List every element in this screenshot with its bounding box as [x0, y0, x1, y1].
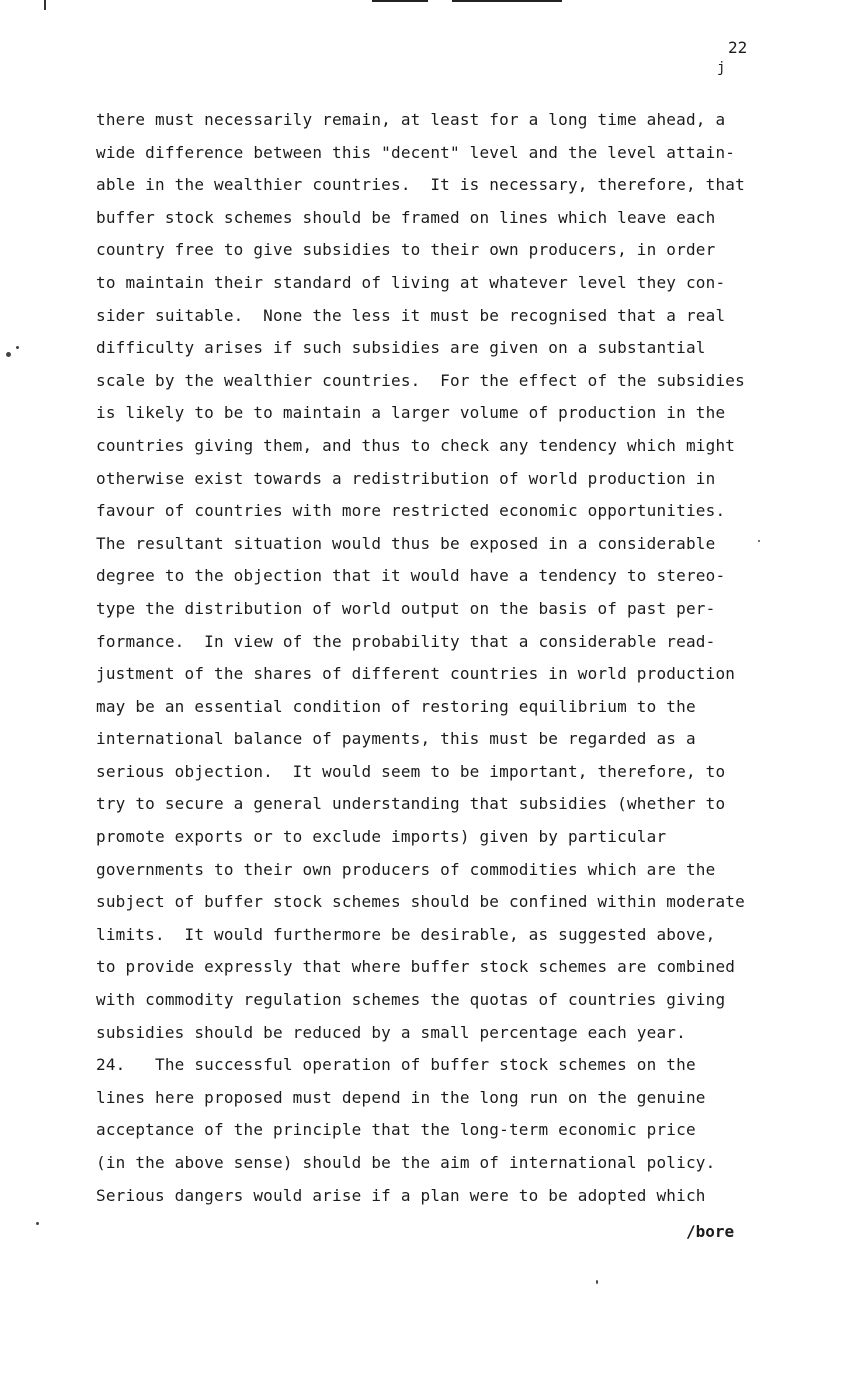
- text-line: favour of countries with more restricted economic opportunities.: [96, 501, 726, 521]
- scan-speck: [16, 346, 19, 349]
- text-line: (in the above sense) should be the aim of international policy.: [96, 1153, 716, 1172]
- text-line: serious objection. It would seem to be important, therefore, to: [96, 761, 726, 781]
- scan-speck: [596, 1280, 598, 1284]
- text-line: lines here proposed must depend in the long run on the genuine: [96, 1087, 706, 1107]
- text-line: there must necessarily remain, at least for a long time ahead, a: [96, 110, 726, 129]
- text-line: is likely to be to maintain a larger volume of production in the: [96, 403, 726, 423]
- text-line: may be an essential condition of restoring equilibrium to the: [96, 696, 696, 716]
- text-line: 24. The successful operation of buffer stock schemes on the: [96, 1055, 696, 1075]
- text-line: try to secure a general understanding that subsidies (whether to: [96, 794, 726, 814]
- page-mark: j: [717, 60, 726, 76]
- scan-speck: [6, 352, 11, 357]
- text-line: international balance of payments, this must be regarded as a: [96, 729, 696, 749]
- text-line: to maintain their standard of living at whatever level they con-: [96, 272, 726, 292]
- text-line: limits. It would furthermore be desirable, as suggested above,: [96, 924, 716, 944]
- catchword: /bore: [686, 1222, 735, 1241]
- text-line: type the distribution of world output on the basis of past per-: [96, 598, 716, 618]
- body-text: [96, 104, 776, 1212]
- text-line: able in the wealthier countries. It is necessary, therefore, that: [96, 175, 745, 195]
- text-line: countries giving them, and thus to check any tendency which might: [96, 435, 736, 455]
- scan-speck: [36, 1222, 39, 1225]
- text-line: to provide expressly that where buffer stock schemes are combined: [96, 957, 736, 977]
- text-line: otherwise exist towards a redistribution of world production in: [96, 468, 716, 488]
- text-line: governments to their own producers of commodities which are the: [96, 859, 716, 879]
- text-line: with commodity regulation schemes the quotas of countries giving: [96, 990, 726, 1010]
- text-line: justment of the shares of different countries in world production: [96, 664, 736, 684]
- text-line: promote exports or to exclude imports) given by particular: [96, 827, 667, 847]
- text-line: acceptance of the principle that the long-term economic price: [96, 1120, 696, 1140]
- text-line: country free to give subsidies to their own producers, in order: [96, 240, 716, 260]
- text-line: subsidies should be reduced by a small percentage each year.: [96, 1022, 686, 1042]
- text-line: wide difference between this "decent" level and the level attain-: [96, 142, 736, 162]
- text-line: sider suitable. None the less it must be recognised that a real: [96, 305, 726, 325]
- text-line: Serious dangers would arise if a plan were to be adopted which: [96, 1185, 706, 1205]
- text-line: scale by the wealthier countries. For the effect of the subsidies: [96, 370, 745, 390]
- text-line: difficulty arises if such subsidies are given on a substantial: [96, 338, 706, 358]
- top-rule-right: [452, 0, 562, 2]
- text-line: subject of buffer stock schemes should be confined within moderate: [96, 892, 745, 912]
- text-line: buffer stock schemes should be framed on lines which leave each: [96, 207, 716, 227]
- page-number: 22: [728, 38, 748, 57]
- top-rule-left: [372, 0, 428, 2]
- text-line: formance. In view of the probability that a considerable read-: [96, 631, 716, 651]
- text-line: degree to the objection that it would have a tendency to stereo-: [96, 566, 726, 586]
- margin-tick-mark: [44, 0, 46, 10]
- scan-speck: [758, 540, 760, 542]
- text-line: The resultant situation would thus be exposed in a considerable: [96, 533, 716, 553]
